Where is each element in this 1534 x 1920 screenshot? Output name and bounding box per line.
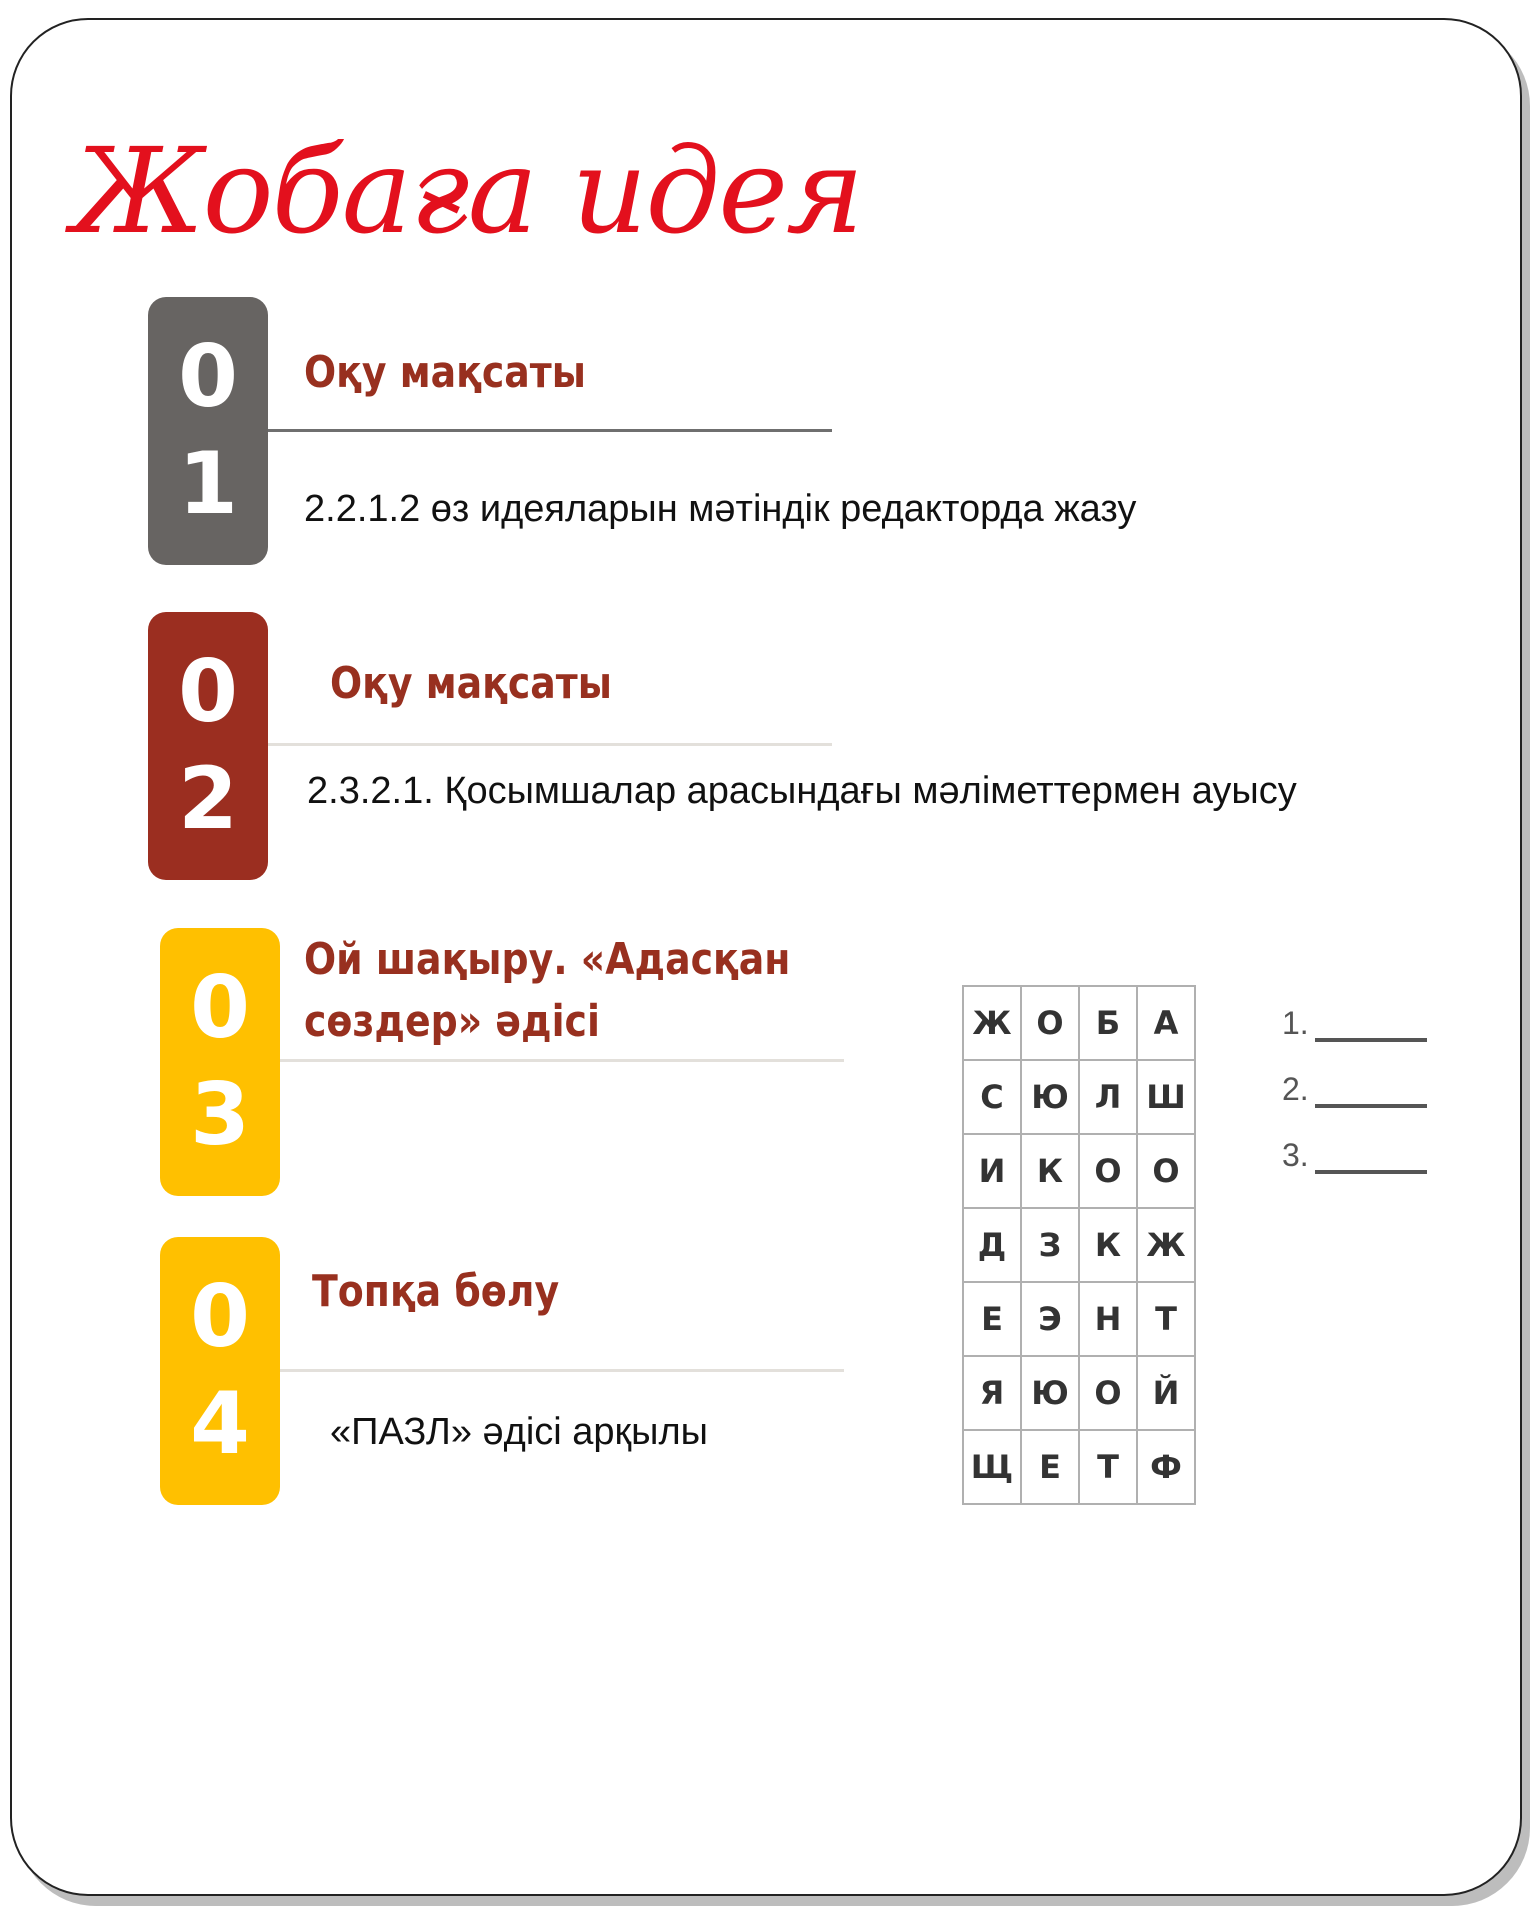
section-heading-01: Оқу мақсаты bbox=[304, 347, 586, 398]
number-badge-03 bbox=[160, 928, 280, 1196]
number-badge-02 bbox=[148, 612, 268, 880]
section-heading-03 bbox=[304, 929, 790, 1052]
section-text-02: 2.3.2.1. Қосымшалар арасындағы мәліметтермен ауысу bbox=[307, 770, 1297, 812]
puzzle-cell: Т bbox=[1138, 1283, 1194, 1355]
section-heading-04: Топқа бөлу bbox=[312, 1266, 560, 1317]
number-badge-04 bbox=[160, 1237, 280, 1505]
puzzle-cell: Ю bbox=[1022, 1357, 1078, 1429]
number-badge-01 bbox=[148, 297, 268, 565]
section-text-01: 2.2.1.2 өз идеяларын мәтіндік редакторда жазу bbox=[304, 488, 1137, 530]
badge-digit-top: 0 bbox=[178, 326, 238, 427]
section-heading-03-line1: Ой шақыру. «Адасқан bbox=[304, 934, 791, 985]
puzzle-cell: Э bbox=[1022, 1283, 1078, 1355]
answer-blank-2 bbox=[1282, 1071, 1427, 1108]
answer-number: 2. bbox=[1282, 1071, 1309, 1107]
puzzle-cell: Ж bbox=[964, 987, 1020, 1059]
answer-blank-1 bbox=[1282, 1005, 1427, 1042]
badge-digit-bottom: 4 bbox=[190, 1374, 250, 1474]
puzzle-cell: Н bbox=[1080, 1283, 1136, 1355]
letter-puzzle-grid bbox=[962, 985, 1196, 1505]
puzzle-cell: Т bbox=[1080, 1431, 1136, 1503]
puzzle-cell: О bbox=[1080, 1135, 1136, 1207]
answer-line bbox=[1315, 1014, 1427, 1042]
puzzle-cell: А bbox=[1138, 987, 1194, 1059]
section-divider-01 bbox=[268, 429, 832, 432]
puzzle-cell: Д bbox=[964, 1209, 1020, 1281]
section-heading-02: Оқу мақсаты bbox=[330, 658, 612, 709]
puzzle-cell: Е bbox=[964, 1283, 1020, 1355]
section-divider-02 bbox=[268, 743, 832, 746]
badge-digit-bottom: 2 bbox=[178, 749, 238, 849]
answer-number: 1. bbox=[1282, 1005, 1309, 1041]
puzzle-cell: Е bbox=[1022, 1431, 1078, 1503]
badge-digit-bottom: 3 bbox=[190, 1065, 250, 1165]
section-text-04: «ПАЗЛ» әдісі арқылы bbox=[330, 1411, 708, 1453]
puzzle-cell: Я bbox=[964, 1357, 1020, 1429]
puzzle-cell: О bbox=[1138, 1135, 1194, 1207]
badge-digit-top: 0 bbox=[178, 641, 238, 742]
answer-blank-3 bbox=[1282, 1137, 1427, 1174]
puzzle-cell: К bbox=[1022, 1135, 1078, 1207]
puzzle-cell: И bbox=[964, 1135, 1020, 1207]
puzzle-cell: З bbox=[1022, 1209, 1078, 1281]
answer-line bbox=[1315, 1080, 1427, 1108]
puzzle-cell: О bbox=[1080, 1357, 1136, 1429]
puzzle-cell: Ю bbox=[1022, 1061, 1078, 1133]
puzzle-cell: Б bbox=[1080, 987, 1136, 1059]
badge-digit-top: 0 bbox=[190, 957, 250, 1058]
puzzle-cell: Ф bbox=[1138, 1431, 1194, 1503]
puzzle-cell: Л bbox=[1080, 1061, 1136, 1133]
slide-title: Жобаға идея bbox=[72, 122, 863, 260]
answer-number: 3. bbox=[1282, 1137, 1309, 1173]
section-divider-04 bbox=[280, 1369, 844, 1372]
section-divider-03 bbox=[280, 1059, 844, 1062]
puzzle-cell: Ш bbox=[1138, 1061, 1194, 1133]
puzzle-cell: Щ bbox=[964, 1431, 1020, 1503]
section-heading-03-line2: сөздер» әдісі bbox=[304, 995, 600, 1047]
answer-line bbox=[1315, 1146, 1427, 1174]
puzzle-cell: Й bbox=[1138, 1357, 1194, 1429]
puzzle-cell: О bbox=[1022, 987, 1078, 1059]
puzzle-cell: С bbox=[964, 1061, 1020, 1133]
puzzle-cell: Ж bbox=[1138, 1209, 1194, 1281]
badge-digit-top: 0 bbox=[190, 1266, 250, 1367]
puzzle-cell: К bbox=[1080, 1209, 1136, 1281]
badge-digit-bottom: 1 bbox=[178, 434, 238, 534]
